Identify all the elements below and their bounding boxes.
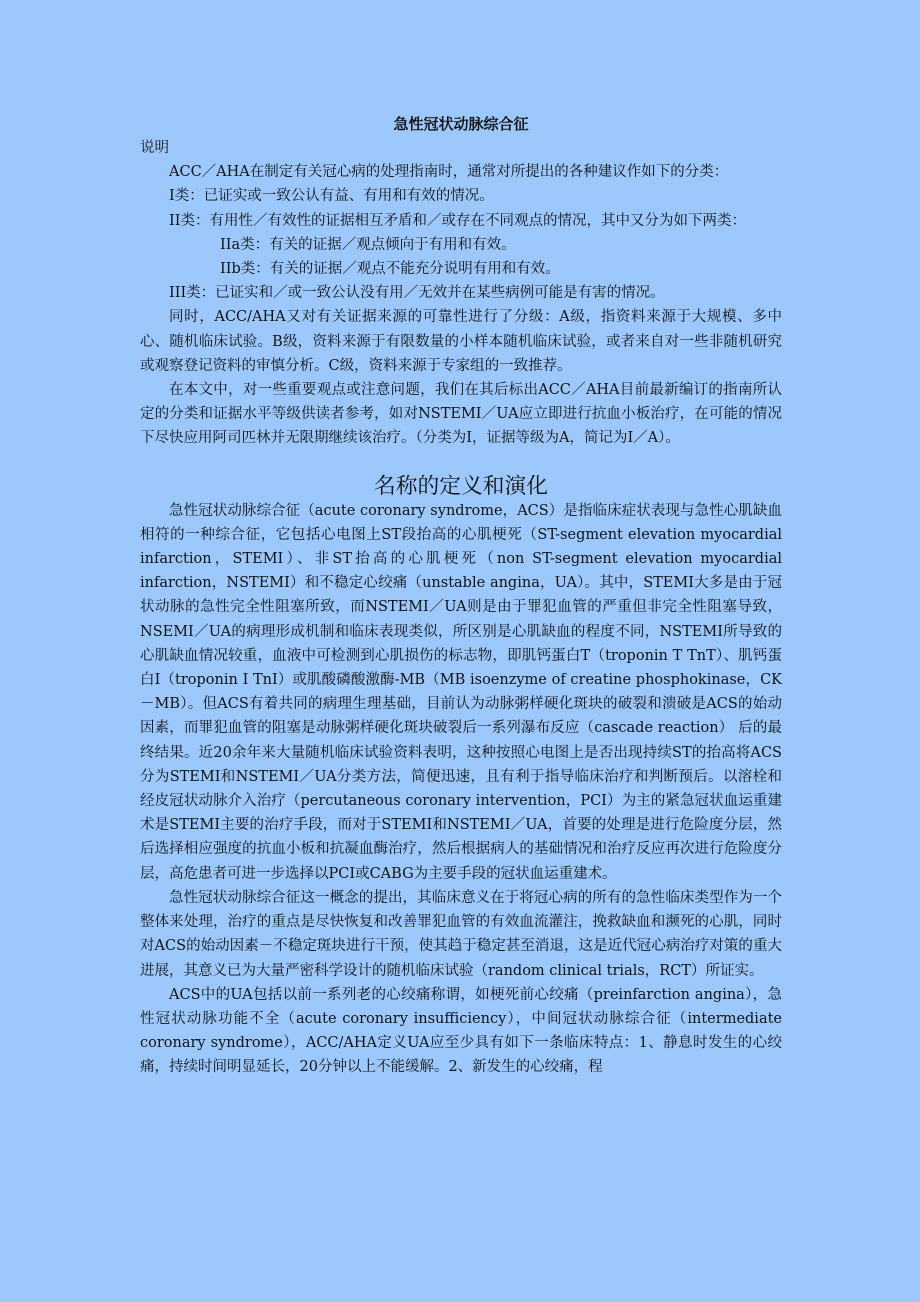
concept-significance-paragraph: 急性冠状动脉综合征这一概念的提出，其临床意义在于将冠心病的所有的急性临床类型作为一个整体来处理，治疗的重点是尽快恢复和改善罪犯血管的有效血流灌注，挽救缺血和濒死的心肌，同时对ACS的始动因素－不稳定斑块进行干预，使其趋于稳定甚至消退，这是近代冠心病治疗对策的重大进展，其意义已为大量严密科学设计的随机临床试验（random clinical trials，RCT）所证实。 [140,889,782,979]
document-body [140,112,782,1080]
class-2-item: II类：有用性／有效性的证据相互矛盾和／或存在不同观点的情况，其中又分为如下两类： [169,212,746,229]
class-2b-item: IIb类：有关的证据／观点不能充分说明有用和有效。 [220,261,560,278]
class-2a-item: IIa类：有关的证据／观点倾向于有用和有效。 [220,236,516,253]
class-1-item: I类：已证实或一致公认有益、有用和有效的情况。 [169,188,494,205]
ua-definition-paragraph: ACS中的UA包括以前一系列老的心绞痛称谓，如梗死前心绞痛（preinfarction angina），急性冠状动脉功能不全（acute coronary insufficiency），中间冠状动脉综合征（intermediate coronary syndrome），ACC/AHA定义UA应至少具有如下一条临床特点：1、静息时发生的心绞痛，持续时间明显延长，20分钟以上不能缓解。2、新发生的心绞痛，程 [140,986,782,1076]
definition-paragraph: 急性冠状动脉综合征（acute coronary syndrome，ACS）是指临床症状表现与急性心肌缺血相符的一种综合征，它包括心电图上ST段抬高的心肌梗死（ST-segment elevation myocardial infarction，STEMI）、非ST抬高的心肌梗死（non ST-segment elevation myocardial infarction，NSTEMI）和不稳定心绞痛（unstable angina，UA）。其中，STEMI大多是由于冠状动脉的急性完全性阻塞所致，而NSTEMI／UA则是由于罪犯血管的严重但非完全性阻塞导致，NSEMI／UA的病理形成机制和临床表现类似，所区别是心肌缺血的程度不同，NSTEMI所导致的心肌缺血情况较重，血液中可检测到心肌损伤的标志物，即肌钙蛋白T（troponin T TnT）、肌钙蛋白I（troponin I TnI）或肌酸磷酸激酶-MB（MB isoenzyme of creatine phosphokinase，CK－MB）。但ACS有着共同的病理生理基础，目前认为动脉粥样硬化斑块的破裂和溃破是ACS的始动因素，而罪犯血管的阻塞是动脉粥样硬化斑块破裂后一系列瀑布反应（cascade reaction） 后的最终结果。近20余年来大量随机临床试验资料表明，这种按照心电图上是否出现持续ST的抬高将ACS分为STEMI和NSTEMI／UA分类方法，简便迅速，且有利于指导临床治疗和判断预后。以溶栓和经皮冠状动脉介入治疗（percutaneous coronary intervention，PCI）为主的紧急冠状血运重建术是STEMI主要的治疗手段，而对于STEMI和NSTEMI／UA，首要的处理是进行危险度分层，然后选择相应强度的抗血小板和抗凝血酶治疗，然后根据病人的基础情况和治疗反应再次进行危险度分层，高危患者可进一步选择以PCI或CABG为主要手段的冠状血运重建术。 [140,502,782,882]
class-3-item: III类：已证实和／或一致公认没有用／无效并在某些病例可能是有害的情况。 [169,285,665,302]
evidence-levels-paragraph: 同时，ACC/AHA又对有关证据来源的可靠性进行了分级：A级，指资料来源于大规模、多中心、随机临床试验。B级，资料来源于有限数量的小样本随机临床试验，或者来自对一些非随机研究或观察登记资料的审慎分析。C级，资料来源于专家组的一致推荐。 [140,309,782,374]
blank-line [140,451,782,475]
intro-label: 说明 [140,140,169,156]
intro-paragraph: ACC／AHA在制定有关冠心病的处理指南时，通常对所提出的各种建议作如下的分类： [169,164,729,181]
section-heading: 名称的定义和演化 [374,473,548,499]
usage-note-paragraph: 在本文中，对一些重要观点或注意问题，我们在其后标出ACC／AHA目前最新编订的指南所认定的分类和证据水平等级供读者参考，如对NSTEMI／UA应立即进行抗血小板治疗，在可能的情况下尽快应用阿司匹林并无限期继续该治疗。（分类为I，证据等级为A，简记为I／A）。 [140,382,782,447]
document-title: 急性冠状动脉综合征 [393,115,529,133]
